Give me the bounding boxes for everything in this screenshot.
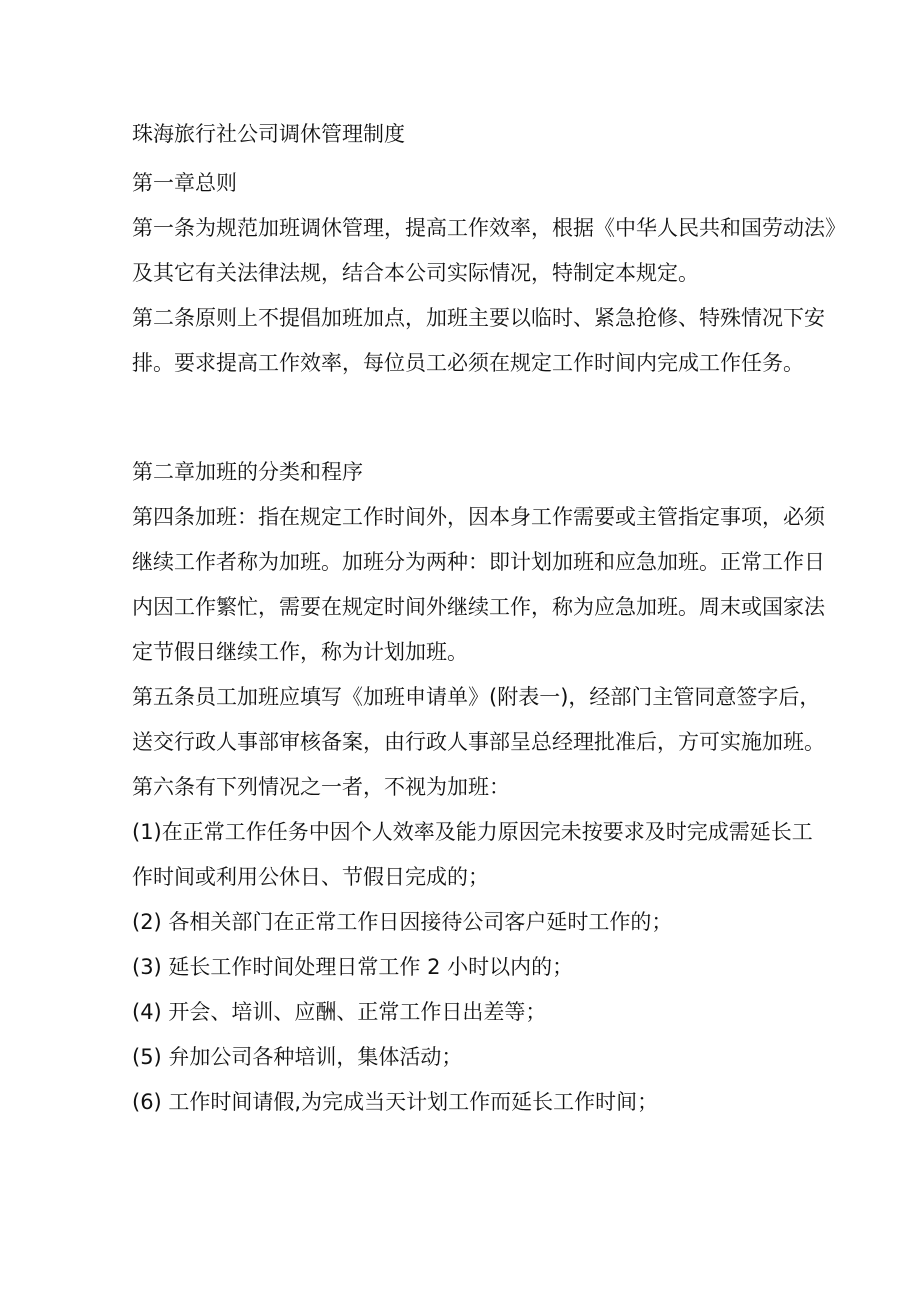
- document-body: [132, 112, 846, 1125]
- chapter-1-heading: 第一章总则: [132, 171, 237, 195]
- article-4-line-2: 继续工作者称为加班。加班分为两种：即计划加班和应急加班。正常工作日: [132, 550, 825, 574]
- article-6-item-4: (4) 开会、培训、应酬、正常工作日出差等；: [132, 1000, 547, 1024]
- article-6-item-3: (3) 延长工作时间处理日常工作 2 小时以内的；: [132, 955, 574, 979]
- article-2-line-2: 排。要求提高工作效率，每位员工必须在规定工作时间内完成工作任务。: [132, 351, 804, 375]
- article-6-item-6: (6) 工作时间请假,为完成当天计划工作而延长工作时间；: [132, 1090, 659, 1114]
- chapter-2-heading: 第二章加班的分类和程序: [132, 460, 363, 484]
- article-4-line-4: 定节假日继续工作，称为计划加班。: [132, 640, 468, 664]
- article-6-item-1-line-1: (1)在正常工作任务中因个人效率及能力原因完未按要求及时完成需延长工: [132, 820, 813, 844]
- article-4-line-3: 内因工作繁忙，需要在规定时间外继续工作，称为应急加班。周末或国家法: [132, 595, 825, 619]
- article-2-line-1: 第二条原则上不提倡加班加点，加班主要以临时、紧急抢修、特殊情况下安: [132, 306, 825, 330]
- article-6-intro: 第六条有下列情况之一者，不视为加班：: [132, 775, 510, 799]
- article-5-line-1: 第五条员工加班应填写《加班申请单》(附表一)，经部门主管同意签字后，: [132, 685, 821, 709]
- article-4-line-1: 第四条加班：指在规定工作时间外，因本身工作需要或主管指定事项，必须: [132, 505, 825, 529]
- article-5-line-2: 送交行政人事部审核备案，由行政人事部呈总经理批准后，方可实施加班。: [132, 730, 825, 754]
- article-6-item-2: (2) 各相关部门在正常工作日因接待公司客户延时工作的；: [132, 910, 673, 934]
- article-6-item-1-line-2: 作时间或利用公休日、节假日完成的；: [132, 865, 489, 889]
- article-6-item-5: (5) 弁加公司各种培训，集体活动；: [132, 1045, 463, 1069]
- article-1-line-2: 及其它有关法律法规，结合本公司实际情况，特制定本规定。: [132, 261, 699, 285]
- document-title: 珠海旅行社公司调休管理制度: [132, 122, 405, 146]
- article-1-line-1: 第一条为规范加班调休管理，提高工作效率，根据《中华人民共和国劳动法》: [132, 216, 846, 240]
